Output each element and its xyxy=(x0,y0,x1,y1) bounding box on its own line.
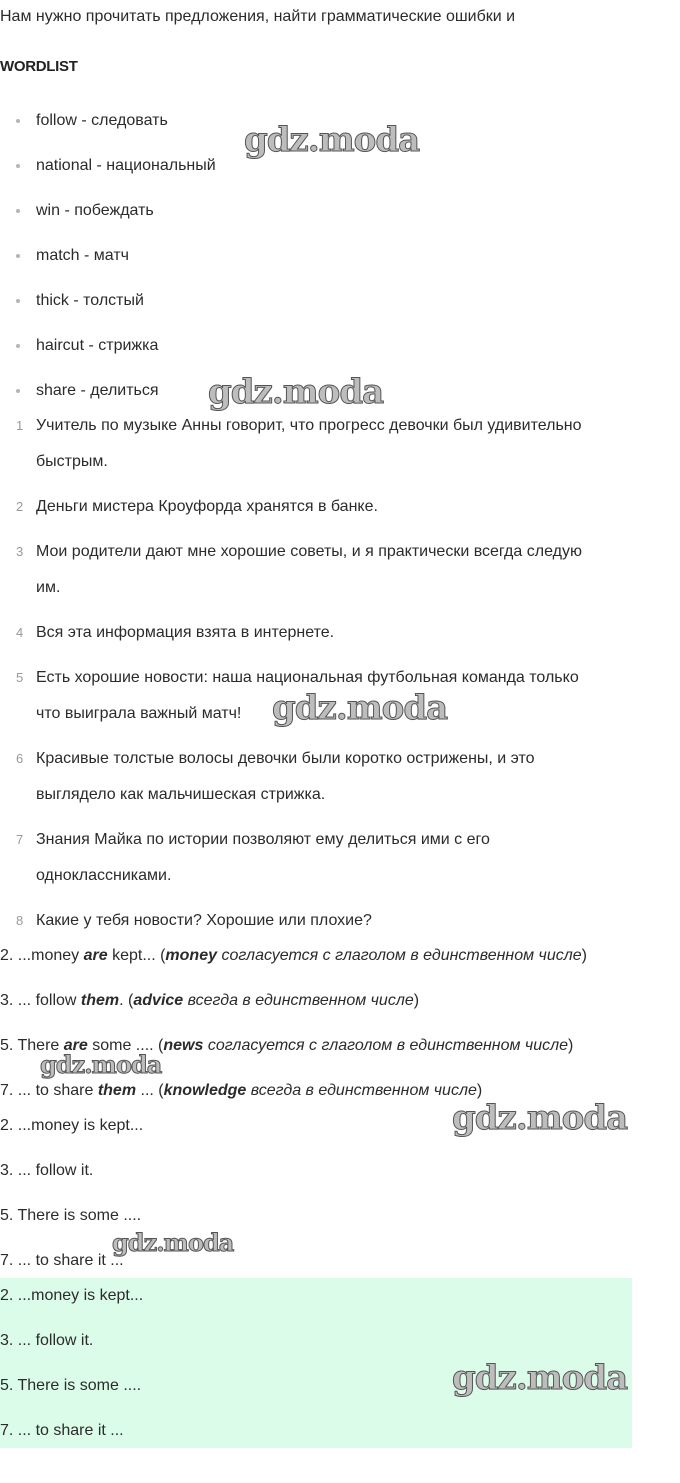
item-text: выглядело как мальчишеская стрижка. xyxy=(36,786,326,803)
error-segment: advice xyxy=(133,992,184,1009)
error-segment: are xyxy=(63,1037,88,1054)
correction-line: 3. ... follow it. xyxy=(0,1162,94,1179)
watermark-logo: gdz.moda xyxy=(272,688,448,728)
item-text: Учитель по музыке Анны говорит, что прогресс девочки был удивительно xyxy=(36,417,582,434)
wordlist-item xyxy=(16,201,154,221)
item-number: 4 xyxy=(16,625,24,640)
item-number: 1 xyxy=(16,418,24,433)
item-number: 5 xyxy=(16,670,24,685)
error-segment: ) xyxy=(413,992,420,1009)
error-line xyxy=(0,946,587,966)
error-segment: согласуется с глаголом в единственном числе xyxy=(217,947,582,964)
correction-line: 5. There is some .... xyxy=(0,1207,142,1224)
wordlist-item-text: win - побеждать xyxy=(36,202,154,219)
item-text: Есть хорошие новости: наша национальная футбольная команда только xyxy=(36,669,579,686)
bullet-icon xyxy=(16,299,20,303)
item-text: Мои родители дают мне хорошие советы, и я практически всегда следую xyxy=(36,543,582,560)
wordlist-item-text: share - делиться xyxy=(36,382,159,399)
item-number: 2 xyxy=(16,499,24,514)
error-segment: money xyxy=(165,947,217,964)
error-segment: knowledge xyxy=(163,1082,247,1099)
item-text: что выиграла важный матч! xyxy=(36,705,242,722)
error-segment: . ( xyxy=(119,992,134,1009)
bullet-icon xyxy=(16,254,20,258)
wordlist-item xyxy=(16,291,144,311)
watermark-logo: gdz.moda xyxy=(40,1050,162,1079)
error-segment: всегда в единственном числе xyxy=(183,992,414,1009)
item-text: им. xyxy=(36,579,61,596)
wordlist-item xyxy=(16,156,216,176)
error-segment: всегда в единственном числе xyxy=(246,1082,477,1099)
item-text: Какие у тебя новости? Хорошие или плохие? xyxy=(36,912,372,929)
error-segment: 3. ... follow xyxy=(0,992,81,1009)
correction-line: 7. ... to share it ... xyxy=(0,1252,124,1269)
wordlist-item-text: national - национальный xyxy=(36,157,216,174)
item-text: Вся эта информация взята в интернете. xyxy=(36,624,335,641)
item-text: Деньги мистера Кроуфорда хранятся в банке. xyxy=(36,498,378,515)
watermark-logo: gdz.moda xyxy=(452,1358,628,1398)
error-segment: 5. There xyxy=(0,1037,64,1054)
error-segment: some .... ( xyxy=(87,1037,164,1054)
wordlist-item-text: match - матч xyxy=(36,247,129,264)
item-text: одноклассниками. xyxy=(36,867,172,884)
error-segment: ) xyxy=(581,947,587,964)
item-number: 7 xyxy=(16,832,24,847)
error-segment: them xyxy=(80,992,120,1009)
watermark-logo: gdz.moda xyxy=(208,372,384,412)
error-segment: ... ( xyxy=(136,1082,164,1099)
error-segment: news xyxy=(163,1037,204,1054)
intro-text: Нам нужно прочитать предложения, найти грамматические ошибки и xyxy=(0,8,516,25)
bullet-icon xyxy=(16,209,20,213)
error-segment: 7. ... to share xyxy=(0,1082,98,1099)
wordlist-item-text: haircut - стрижка xyxy=(36,337,159,354)
error-segment: ) xyxy=(476,1082,483,1099)
bullet-icon xyxy=(16,344,20,348)
wordlist-item xyxy=(16,336,158,356)
item-text: Красивые толстые волосы девочки были коротко острижены, и это xyxy=(36,750,535,767)
watermark-logo: gdz.moda xyxy=(244,120,420,160)
wordlist-item xyxy=(16,111,168,131)
wordlist-item xyxy=(16,246,129,266)
wordlist-heading: WORDLIST xyxy=(0,58,78,75)
wordlist-item xyxy=(16,381,159,401)
item-number: 8 xyxy=(16,913,24,928)
watermark-logo: gdz.moda xyxy=(452,1098,628,1138)
watermark-logo: gdz.moda xyxy=(112,1228,234,1257)
item-text: Знания Майка по истории позволяют ему делиться ими с его xyxy=(36,831,490,848)
error-segment: them xyxy=(97,1082,137,1099)
error-segment: 2. ...money xyxy=(0,947,84,964)
bullet-icon xyxy=(16,119,20,123)
item-number: 6 xyxy=(16,751,24,766)
error-segment: согласуется с глаголом в единственном числе xyxy=(203,1037,569,1054)
error-segment: kept... ( xyxy=(107,947,166,964)
error-segment: are xyxy=(83,947,108,964)
error-line xyxy=(0,991,419,1011)
error-line xyxy=(0,1081,482,1101)
item-number: 3 xyxy=(16,544,24,559)
item-text: быстрым. xyxy=(36,453,108,470)
bullet-icon xyxy=(16,164,20,168)
answer-line: 3. ... follow it. xyxy=(0,1332,94,1349)
bullet-icon xyxy=(16,389,20,393)
answer-line: 7. ... to share it ... xyxy=(0,1422,124,1439)
answer-line: 2. ...money is kept... xyxy=(0,1287,144,1304)
wordlist-item-text: follow - следовать xyxy=(36,112,168,129)
answer-line: 5. There is some .... xyxy=(0,1377,142,1394)
correction-line: 2. ...money is kept... xyxy=(0,1117,144,1134)
error-segment: ) xyxy=(568,1037,574,1054)
wordlist-item-text: thick - толстый xyxy=(36,292,144,309)
